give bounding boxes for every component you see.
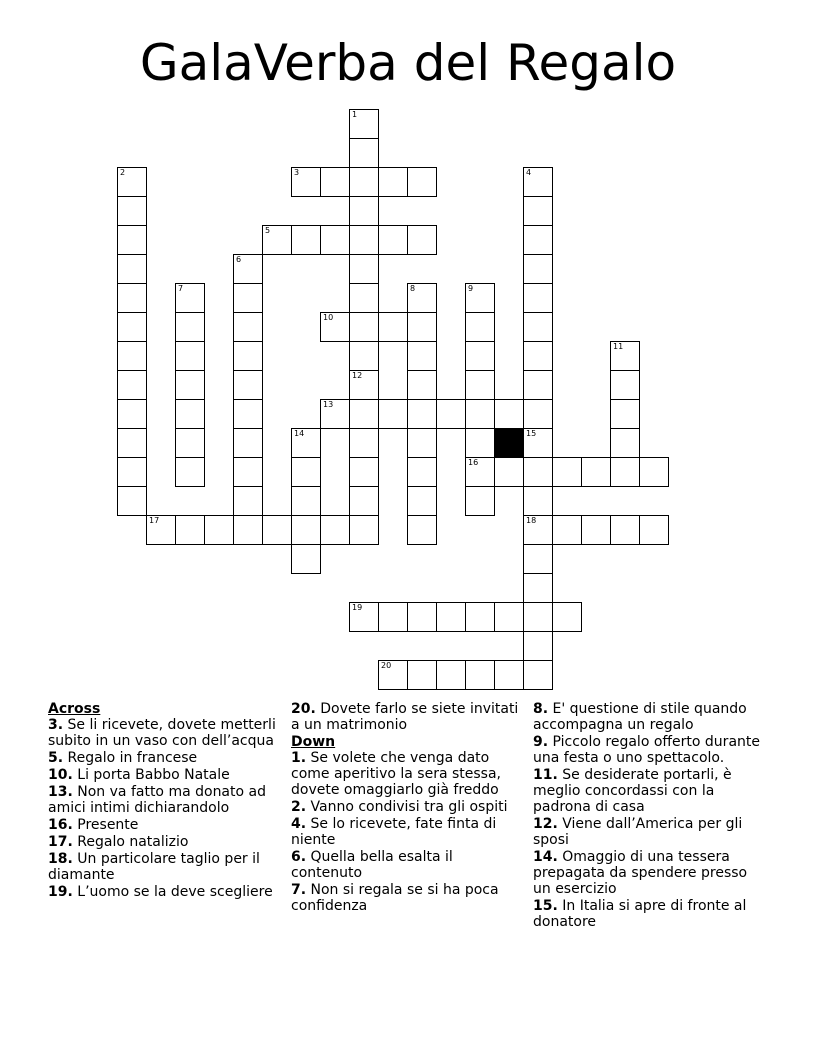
clues-column-1 <box>48 701 280 901</box>
clue-down-6 <box>291 849 523 881</box>
grid-cell[interactable] <box>233 254 263 284</box>
grid-cell[interactable] <box>349 225 379 255</box>
clue-text: Piccolo regalo offerto durante una festa o uno spettacolo. <box>533 734 760 766</box>
grid-cell[interactable] <box>465 457 495 487</box>
clue-down-7 <box>291 882 523 914</box>
grid-cell[interactable] <box>349 399 379 429</box>
grid-cell[interactable] <box>523 196 553 226</box>
grid-cell[interactable] <box>552 457 582 487</box>
grid-cell[interactable] <box>349 486 379 516</box>
grid-cell[interactable] <box>204 515 234 545</box>
grid-cell[interactable] <box>610 515 640 545</box>
grid-cell[interactable] <box>320 312 350 342</box>
grid-cell[interactable] <box>523 167 553 197</box>
grid-block <box>494 428 524 458</box>
grid-cell[interactable] <box>291 486 321 516</box>
grid-cell[interactable] <box>233 370 263 400</box>
grid-cell[interactable] <box>610 341 640 371</box>
clue-text: Omaggio di una tessera prepagata da spendere presso un esercizio <box>533 849 748 897</box>
grid-cell[interactable] <box>523 602 553 632</box>
clue-across-5 <box>48 750 280 766</box>
clue-text: L’uomo se la deve scegliere <box>77 884 273 900</box>
grid-cell[interactable] <box>407 486 437 516</box>
grid-cell[interactable] <box>175 457 205 487</box>
grid-cell[interactable] <box>407 660 437 690</box>
grid-cell[interactable] <box>349 602 379 632</box>
clue-number: 18. <box>48 851 73 867</box>
grid-cell[interactable] <box>349 138 379 168</box>
clue-text: Vanno condivisi tra gli ospiti <box>310 799 508 815</box>
grid-cell[interactable] <box>349 370 379 400</box>
grid-cell[interactable] <box>233 457 263 487</box>
grid-cell[interactable] <box>349 283 379 313</box>
grid-cell[interactable] <box>117 370 147 400</box>
grid-cell[interactable] <box>523 544 553 574</box>
page-title: GalaVerba del Regalo <box>139 34 677 92</box>
clue-across-16 <box>48 817 280 833</box>
grid-cell[interactable] <box>320 225 350 255</box>
clue-down-14 <box>533 849 765 897</box>
grid-cell[interactable] <box>523 399 553 429</box>
clue-across-19 <box>48 884 280 900</box>
grid-cell[interactable] <box>552 602 582 632</box>
clue-number: 8. <box>533 701 549 717</box>
clue-number: 20. <box>291 701 316 717</box>
grid-cell[interactable] <box>523 660 553 690</box>
grid-cell[interactable] <box>291 428 321 458</box>
grid-cell[interactable] <box>378 602 408 632</box>
grid-cell[interactable] <box>349 457 379 487</box>
clue-across-10 <box>48 767 280 783</box>
grid-cell[interactable] <box>523 457 553 487</box>
clue-text: Non va fatto ma donato ad amici intimi dichiarandolo <box>48 784 266 816</box>
grid-cell[interactable] <box>436 399 466 429</box>
grid-cell[interactable] <box>291 515 321 545</box>
grid-cell[interactable] <box>378 167 408 197</box>
grid-cell[interactable] <box>494 399 524 429</box>
clue-down-4 <box>291 816 523 848</box>
clue-text: In Italia si apre di fronte al donatore <box>533 898 747 930</box>
grid-cell[interactable] <box>407 399 437 429</box>
cell-number: 4 <box>526 168 532 177</box>
grid-cell[interactable] <box>523 486 553 516</box>
grid-cell[interactable] <box>523 283 553 313</box>
clue-down-1 <box>291 750 523 798</box>
clue-text: E' questione di stile quando accompagna un regalo <box>533 701 747 733</box>
clue-number: 14. <box>533 849 558 865</box>
clue-across-13 <box>48 784 280 816</box>
clue-down-8 <box>533 701 765 733</box>
grid-cell[interactable] <box>175 312 205 342</box>
clue-down-9 <box>533 734 765 766</box>
cell-number: 18 <box>526 516 537 525</box>
grid-cell[interactable] <box>117 486 147 516</box>
grid-cell[interactable] <box>262 225 292 255</box>
grid-cell[interactable] <box>117 428 147 458</box>
grid-cell[interactable] <box>349 428 379 458</box>
grid-cell[interactable] <box>349 254 379 284</box>
grid-cell[interactable] <box>175 428 205 458</box>
cell-number: 14 <box>294 429 305 438</box>
grid-cell[interactable] <box>262 515 292 545</box>
clue-text: Presente <box>77 817 139 833</box>
grid-cell[interactable] <box>639 457 669 487</box>
cell-number: 16 <box>468 458 479 467</box>
clue-number: 9. <box>533 734 549 750</box>
cell-number: 8 <box>410 284 416 293</box>
clue-text: Viene dall’America per gli sposi <box>533 816 743 848</box>
cell-number: 20 <box>381 661 392 670</box>
clue-text: Dovete farlo se siete invitati a un matrimonio <box>291 701 519 733</box>
grid-cell[interactable] <box>465 283 495 313</box>
grid-cell[interactable] <box>349 341 379 371</box>
grid-cell[interactable] <box>117 225 147 255</box>
grid-cell[interactable] <box>407 341 437 371</box>
grid-cell[interactable] <box>523 312 553 342</box>
grid-cell[interactable] <box>436 602 466 632</box>
grid-cell[interactable] <box>291 225 321 255</box>
clue-number: 10. <box>48 767 73 783</box>
clue-text: Se desiderate portarli, è meglio concordassi con la padrona di casa <box>533 767 732 815</box>
clue-across-3 <box>48 717 280 749</box>
cell-number: 1 <box>352 110 358 119</box>
grid-cell[interactable] <box>494 660 524 690</box>
grid-cell[interactable] <box>117 457 147 487</box>
grid-cell[interactable] <box>378 312 408 342</box>
clue-number: 6. <box>291 849 307 865</box>
grid-cell[interactable] <box>117 254 147 284</box>
clue-number: 13. <box>48 784 73 800</box>
cell-number: 2 <box>120 168 126 177</box>
grid-cell[interactable] <box>349 109 379 139</box>
clue-number: 3. <box>48 717 64 733</box>
clue-text: Regalo natalizio <box>77 834 189 850</box>
grid-cell[interactable] <box>291 167 321 197</box>
grid-cell[interactable] <box>523 225 553 255</box>
across-heading: Across <box>48 701 101 717</box>
clue-across-18 <box>48 851 280 883</box>
grid-cell[interactable] <box>523 428 553 458</box>
grid-cell[interactable] <box>465 341 495 371</box>
grid-cell[interactable] <box>465 486 495 516</box>
clue-number: 19. <box>48 884 73 900</box>
grid-cell[interactable] <box>117 399 147 429</box>
grid-cell[interactable] <box>465 399 495 429</box>
grid-cell[interactable] <box>407 370 437 400</box>
grid-cell[interactable] <box>320 167 350 197</box>
grid-cell[interactable] <box>117 283 147 313</box>
grid-cell[interactable] <box>610 370 640 400</box>
cell-number: 6 <box>236 255 242 264</box>
grid-cell[interactable] <box>175 399 205 429</box>
clue-down-11 <box>533 767 765 815</box>
grid-cell[interactable] <box>146 515 176 545</box>
grid-cell[interactable] <box>349 196 379 226</box>
grid-cell[interactable] <box>523 631 553 661</box>
grid-cell[interactable] <box>175 370 205 400</box>
grid-cell[interactable] <box>465 660 495 690</box>
clue-text: Regalo in francese <box>67 750 198 766</box>
clue-text: Non si regala se si ha poca confidenza <box>291 882 499 914</box>
cell-number: 15 <box>526 429 537 438</box>
clue-text: Li porta Babbo Natale <box>77 767 230 783</box>
grid-cell[interactable] <box>610 399 640 429</box>
grid-cell[interactable] <box>291 457 321 487</box>
grid-cell[interactable] <box>349 515 379 545</box>
grid-cell[interactable] <box>581 515 611 545</box>
clues-column-2 <box>291 701 523 915</box>
grid-cell[interactable] <box>407 602 437 632</box>
grid-cell[interactable] <box>407 428 437 458</box>
grid-cell[interactable] <box>407 167 437 197</box>
grid-cell[interactable] <box>610 457 640 487</box>
clue-down-2 <box>291 799 523 815</box>
grid-cell[interactable] <box>407 225 437 255</box>
clue-number: 1. <box>291 750 307 766</box>
cell-number: 11 <box>613 342 624 351</box>
grid-cell[interactable] <box>320 515 350 545</box>
grid-cell[interactable] <box>349 167 379 197</box>
clue-down-15 <box>533 898 765 930</box>
grid-cell[interactable] <box>117 196 147 226</box>
grid-cell[interactable] <box>349 312 379 342</box>
clue-number: 5. <box>48 750 64 766</box>
clue-number: 15. <box>533 898 558 914</box>
clue-text: Se volete che venga dato come aperitivo la sera stessa, dovete omaggiarlo già freddo <box>291 750 501 798</box>
grid-cell[interactable] <box>233 341 263 371</box>
cell-number: 5 <box>265 226 271 235</box>
grid-cell[interactable] <box>378 399 408 429</box>
grid-cell[interactable] <box>233 515 263 545</box>
grid-cell[interactable] <box>523 515 553 545</box>
grid-cell[interactable] <box>378 225 408 255</box>
grid-cell[interactable] <box>233 312 263 342</box>
grid-cell[interactable] <box>233 428 263 458</box>
grid-cell[interactable] <box>407 457 437 487</box>
grid-cell[interactable] <box>233 399 263 429</box>
clue-number: 11. <box>533 767 558 783</box>
cell-number: 17 <box>149 516 160 525</box>
grid-cell[interactable] <box>494 602 524 632</box>
grid-cell[interactable] <box>465 428 495 458</box>
clue-number: 16. <box>48 817 73 833</box>
grid-cell[interactable] <box>552 515 582 545</box>
clue-text: Se lo ricevete, fate finta di niente <box>291 816 497 848</box>
clue-across-20 <box>291 701 523 733</box>
grid-cell[interactable] <box>639 515 669 545</box>
grid-cell[interactable] <box>175 341 205 371</box>
down-heading: Down <box>291 734 336 750</box>
cell-number: 12 <box>352 371 363 380</box>
clue-number: 7. <box>291 882 307 898</box>
grid-cell[interactable] <box>465 312 495 342</box>
clue-number: 4. <box>291 816 307 832</box>
clue-number: 17. <box>48 834 73 850</box>
grid-cell[interactable] <box>523 370 553 400</box>
clues-column-3 <box>533 701 765 931</box>
grid-cell[interactable] <box>117 341 147 371</box>
grid-cell[interactable] <box>581 457 611 487</box>
cell-number: 3 <box>294 168 300 177</box>
cell-number: 19 <box>352 603 363 612</box>
grid-cell[interactable] <box>610 428 640 458</box>
grid-cell[interactable] <box>407 515 437 545</box>
grid-cell[interactable] <box>523 573 553 603</box>
grid-cell[interactable] <box>291 544 321 574</box>
grid-cell[interactable] <box>175 515 205 545</box>
grid-cell[interactable] <box>523 254 553 284</box>
grid-cell[interactable] <box>407 312 437 342</box>
cell-number: 7 <box>178 284 184 293</box>
grid-cell[interactable] <box>378 660 408 690</box>
grid-cell[interactable] <box>436 660 466 690</box>
cell-number: 10 <box>323 313 334 322</box>
clue-number: 2. <box>291 799 307 815</box>
clue-number: 12. <box>533 816 558 832</box>
clue-text: Quella bella esalta il contenuto <box>291 849 453 881</box>
clue-down-12 <box>533 816 765 848</box>
grid-cell[interactable] <box>494 457 524 487</box>
cell-number: 13 <box>323 400 334 409</box>
grid-cell[interactable] <box>233 283 263 313</box>
grid-cell[interactable] <box>117 167 147 197</box>
grid-cell[interactable] <box>407 283 437 313</box>
grid-cell[interactable] <box>117 312 147 342</box>
clue-across-17 <box>48 834 280 850</box>
grid-cell[interactable] <box>523 341 553 371</box>
clue-text: Un particolare taglio per il diamante <box>48 851 260 883</box>
cell-number: 9 <box>468 284 474 293</box>
grid-cell[interactable] <box>233 486 263 516</box>
grid-cell[interactable] <box>175 283 205 313</box>
grid-cell[interactable] <box>465 602 495 632</box>
grid-cell[interactable] <box>320 399 350 429</box>
clue-text: Se li ricevete, dovete metterli subito in un vaso con dell’acqua <box>48 717 276 749</box>
grid-cell[interactable] <box>465 370 495 400</box>
